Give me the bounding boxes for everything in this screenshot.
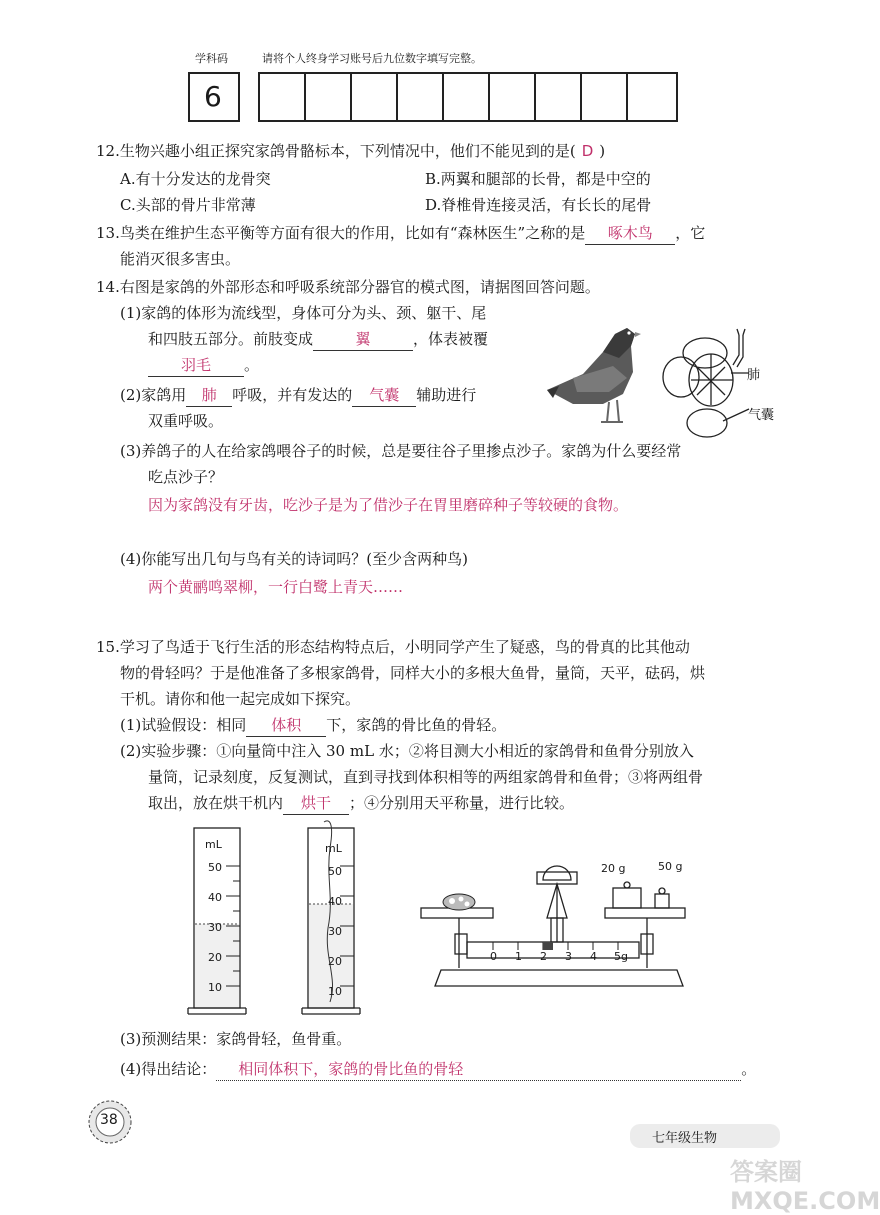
q15-line3: 干机。请你和他一起完成如下探究。 bbox=[120, 690, 361, 708]
q15-p1-pre: (1)试验假设：相同 bbox=[120, 716, 247, 734]
q14-p4-answer: 两个黄鹂鸣翠柳，一行白鹭上青天…… bbox=[148, 578, 404, 596]
q14-p1-end: 。 bbox=[244, 356, 260, 374]
cylinder2-tick-30: 30 bbox=[328, 925, 342, 938]
q14-p1-line1: (1)家鸽的体形为流线型，身体可分为头、颈、躯干、尾 bbox=[120, 304, 487, 322]
q15-p4-pre: (4)得出结论： bbox=[120, 1060, 217, 1078]
q15-line1: 15.学习了鸟适于飞行生活的形态结构特点后，小明同学产生了疑惑，鸟的骨真的比其他动 bbox=[96, 638, 690, 656]
cylinder2-tick-20: 20 bbox=[328, 955, 342, 968]
watermark: 答案圈 MXQE.COM bbox=[730, 1158, 880, 1215]
weight-50g-label: 50 g bbox=[658, 860, 683, 873]
q13-answer: 啄木鸟 bbox=[585, 222, 675, 245]
q15-p1-answer: 体积 bbox=[246, 714, 326, 737]
cylinder1-tick-10: 10 bbox=[208, 981, 222, 994]
subject-code-label: 学科码 bbox=[195, 52, 228, 65]
instruction-text: 请将个人终身学习账号后九位数字填写完整。 bbox=[262, 52, 482, 65]
q14-p1-line2 bbox=[148, 328, 488, 351]
label-air-sac: 气囊 bbox=[748, 408, 775, 423]
balance-scale-0: 0 bbox=[490, 950, 497, 963]
q15-p2-answer: 烘干 bbox=[283, 792, 349, 815]
q13-post: ，它 bbox=[675, 224, 706, 242]
q13-line1 bbox=[96, 222, 705, 245]
q15-p2-post: ；④分别用天平称量，进行比较。 bbox=[349, 794, 575, 812]
q15-p4-answer: 相同体积下，家鸽的骨比鱼的骨轻 bbox=[216, 1058, 741, 1081]
cylinder2-tick-50: 50 bbox=[328, 865, 342, 878]
q13-line2: 能消灭很多害虫。 bbox=[120, 250, 241, 268]
q12-option-c: C.头部的骨片非常薄 bbox=[120, 196, 256, 214]
q14-p1-answer2: 羽毛 bbox=[148, 354, 244, 377]
q15-p2-line3 bbox=[148, 792, 574, 815]
cylinder2-tick-40: 40 bbox=[328, 895, 342, 908]
subject-code-box bbox=[188, 72, 240, 122]
q14-p2-answer2: 气囊 bbox=[352, 384, 416, 407]
label-lung: 肺 bbox=[747, 368, 761, 383]
q14-p1-answer1: 翼 bbox=[313, 328, 413, 351]
cylinder1-tick-30: 30 bbox=[208, 921, 222, 934]
cylinder2-tick-10: 10 bbox=[328, 985, 342, 998]
q15-p1 bbox=[120, 714, 506, 737]
balance-scale-1: 1 bbox=[515, 950, 522, 963]
q14-stem: 14.右图是家鸽的外部形态和呼吸系统部分器官的模式图，请据图回答问题。 bbox=[96, 278, 600, 296]
q15-p1-post: 下，家鸽的骨比鱼的骨轻。 bbox=[326, 716, 507, 734]
subject-code-digit: 6 bbox=[204, 80, 222, 113]
q12-option-a: A.有十分发达的龙骨突 bbox=[120, 170, 271, 188]
weight-20g-label: 20 g bbox=[601, 862, 626, 875]
q14-p2-post: 辅助进行 bbox=[416, 386, 477, 404]
q12-answer: D bbox=[581, 142, 594, 160]
q14-p4-question: (4)你能写出几句与鸟有关的诗词吗？(至少含两种鸟) bbox=[120, 550, 468, 568]
balance-scale-4: 4 bbox=[590, 950, 597, 963]
q12-option-d: D.脊椎骨连接灵活，有长长的尾骨 bbox=[425, 196, 652, 214]
cylinder1-unit: mL bbox=[205, 838, 222, 851]
q15-p2-line1: (2)实验步骤：①向量筒中注入 30 mL 水；②将目测大小相近的家鸽骨和鱼骨分别放入 bbox=[120, 742, 694, 760]
q14-p2-line1 bbox=[120, 384, 476, 407]
q14-p2-mid: 呼吸，并有发达的 bbox=[232, 386, 353, 404]
q14-p2-line2: 双重呼吸。 bbox=[148, 412, 224, 430]
q14-p3-line2: 吃点沙子？ bbox=[148, 468, 224, 486]
q14-p2-answer1: 肺 bbox=[186, 384, 232, 407]
balance-scale bbox=[415, 858, 700, 993]
cylinder1-tick-40: 40 bbox=[208, 891, 222, 904]
q15-p3: (3)预测结果：家鸽骨轻，鱼骨重。 bbox=[120, 1030, 352, 1048]
q15-line2: 物的骨轻吗？于是他准备了多根家鸽骨，同样大小的多根大鱼骨，量筒，天平，砝码，烘 bbox=[120, 664, 706, 682]
q14-p3-answer: 因为家鸽没有牙齿，吃沙子是为了借沙子在胃里磨碎种子等较硬的食物。 bbox=[148, 496, 629, 514]
q12-stem bbox=[96, 140, 605, 162]
q12-close: ) bbox=[599, 142, 606, 160]
cylinder1-tick-50: 50 bbox=[208, 861, 222, 874]
q12-stem-text: 12.生物兴趣小组正探究家鸽骨骼标本，下列情况中，他们不能见到的是( bbox=[96, 142, 576, 160]
balance-scale-5: 5g bbox=[614, 950, 628, 963]
pigeon-illustration bbox=[543, 312, 655, 438]
balance-scale-2: 2 bbox=[540, 950, 547, 963]
cylinder1-tick-20: 20 bbox=[208, 951, 222, 964]
q14-p1-pre: 和四肢五部分。前肢变成 bbox=[148, 330, 314, 348]
cylinder2-unit: mL bbox=[325, 842, 342, 855]
account-number-boxes[interactable] bbox=[258, 72, 678, 122]
q15-p4-post: 。 bbox=[741, 1060, 757, 1078]
q14-p1-post: ，体表被覆 bbox=[413, 330, 489, 348]
q12-option-b: B.两翼和腿部的长骨，都是中空的 bbox=[425, 170, 651, 188]
q14-p3-line1: (3)养鸽子的人在给家鸽喂谷子的时候，总是要往谷子里掺点沙子。家鸽为什么要经常 bbox=[120, 442, 682, 460]
q14-p2-pre: (2)家鸽用 bbox=[120, 386, 187, 404]
page-number: 38 bbox=[100, 1112, 118, 1128]
q13-pre: 13.鸟类在维护生态平衡等方面有很大的作用，比如有“森林医生”之称的是 bbox=[96, 224, 586, 242]
q15-p2-pre: 取出，放在烘干机内 bbox=[148, 794, 284, 812]
q15-p2-line2: 量筒，记录刻度，反复测试，直到寻找到体积相等的两组家鸽骨和鱼骨；③将两组骨 bbox=[148, 768, 704, 786]
book-title: 七年级生物 bbox=[652, 1131, 718, 1146]
q14-p1-line3 bbox=[148, 354, 259, 377]
q15-p4 bbox=[120, 1058, 756, 1081]
respiratory-diagram bbox=[657, 325, 767, 450]
balance-scale-3: 3 bbox=[565, 950, 572, 963]
